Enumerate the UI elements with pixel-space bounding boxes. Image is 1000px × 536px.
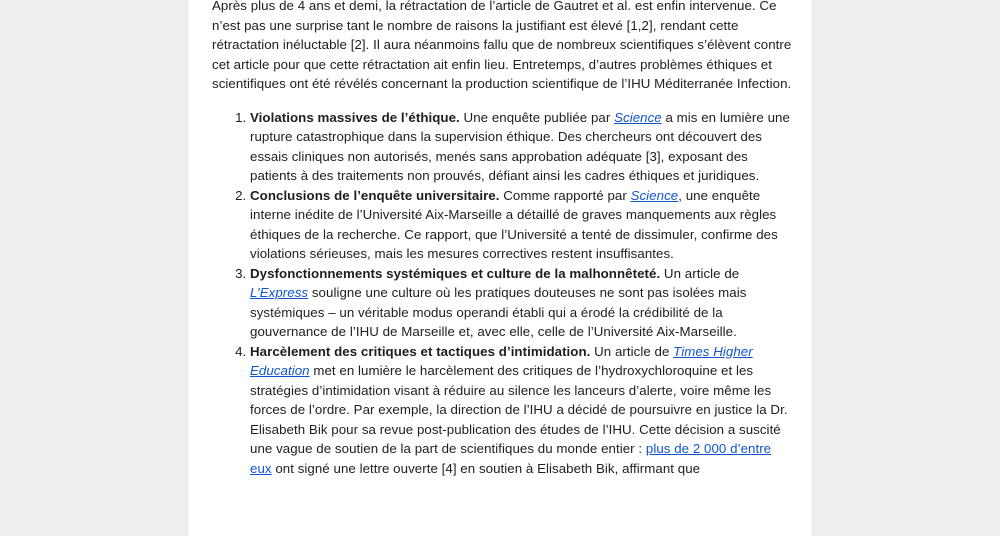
document-page	[188, 0, 812, 536]
document-content	[212, 0, 792, 478]
signatories-link[interactable]: plus de 2 000 d’entre eux	[250, 441, 772, 476]
item-title: Violations massives de l’éthique.	[250, 109, 460, 125]
item-title: Dysfonctionnements systémiques et culture de la malhonnêteté.	[250, 265, 661, 281]
item-text: ont signé une lettre ouverte [4] en soutien à Elisabeth Bik, affirmant que	[271, 460, 701, 476]
item-text: , une enquête interne inédite de l’Université Aix-Marseille a détaillé de graves manquements aux règles éthiques de la recherche. Ce rapport, que l’Université a tenté de dissimuler, confirme des violations sérieuses, mais les mesures correctives restent insuffisantes.	[250, 187, 778, 261]
list-item	[250, 342, 792, 479]
item-text: a mis en lumière une rupture catastrophique dans la supervision éthique. Des chercheurs ont découvert des essais cliniques non autorisés, menés sans approbation adéquate [3], exposant des patients à des traitements non prouvés, défiant ainsi les cadres éthiques et juridiques.	[250, 109, 790, 183]
item-title: Harcèlement des critiques et tactiques d’intimidation.	[250, 343, 591, 359]
item-text: Une enquête publiée par	[459, 109, 615, 125]
item-text: souligne une culture où les pratiques douteuses ne sont pas isolées mais systémiques – un véritable modus operandi établi qui a érodé la crédibilité de la gouvernance de l’IHU de Marseille et, avec elle, celle de l’Université Aix-Marseille.	[250, 285, 747, 339]
issues-list	[212, 108, 792, 479]
item-text: Un article de	[590, 343, 674, 359]
item-text: Comme rapporté par	[499, 187, 631, 203]
intro-paragraph	[212, 0, 792, 94]
source-link[interactable]: Times Higher Education	[250, 343, 753, 378]
source-link[interactable]: L’Express	[250, 285, 309, 300]
list-item	[250, 108, 792, 186]
source-link[interactable]: Science	[614, 109, 662, 125]
source-link[interactable]: Science	[630, 187, 679, 203]
list-item	[250, 186, 792, 264]
item-title: Conclusions de l’enquête universitaire.	[250, 187, 500, 203]
item-text: Un article de	[660, 265, 740, 281]
intro-text: Après plus de 4 ans et demi, la rétractation de l’article de Gautret et al. est enfin intervenue. Ce n’est pas une surprise tant le nombre de raisons la justifiant est élevé [1,2], rendant cette rétractation inéluctable [2]. Il aura néanmoins fallu que de nombreux scientifiques s’élèvent contre cet article pour que cette rétractation ait enfin lieu. Entretemps, d’autres problèmes éthiques et scientifiques ont été révélés concernant la production scientifique de l’IHU Méditerranée Infection.	[212, 0, 792, 91]
list-item	[250, 264, 792, 342]
item-text: met en lumière le harcèlement des critiques de l’hydroxychloroquine et les stratégies d’intimidation visant à réduire au silence les lanceurs d’alerte, voire même les forces de l’ordre. Par exemple, la direction de l’IHU a décidé de poursuivre en justice la Dr. Elisabeth Bik pour sa revue post-publication des études de l’IHU. Cette décision a suscité une vague de soutien de la part de scientifiques du monde entier :	[250, 363, 788, 456]
